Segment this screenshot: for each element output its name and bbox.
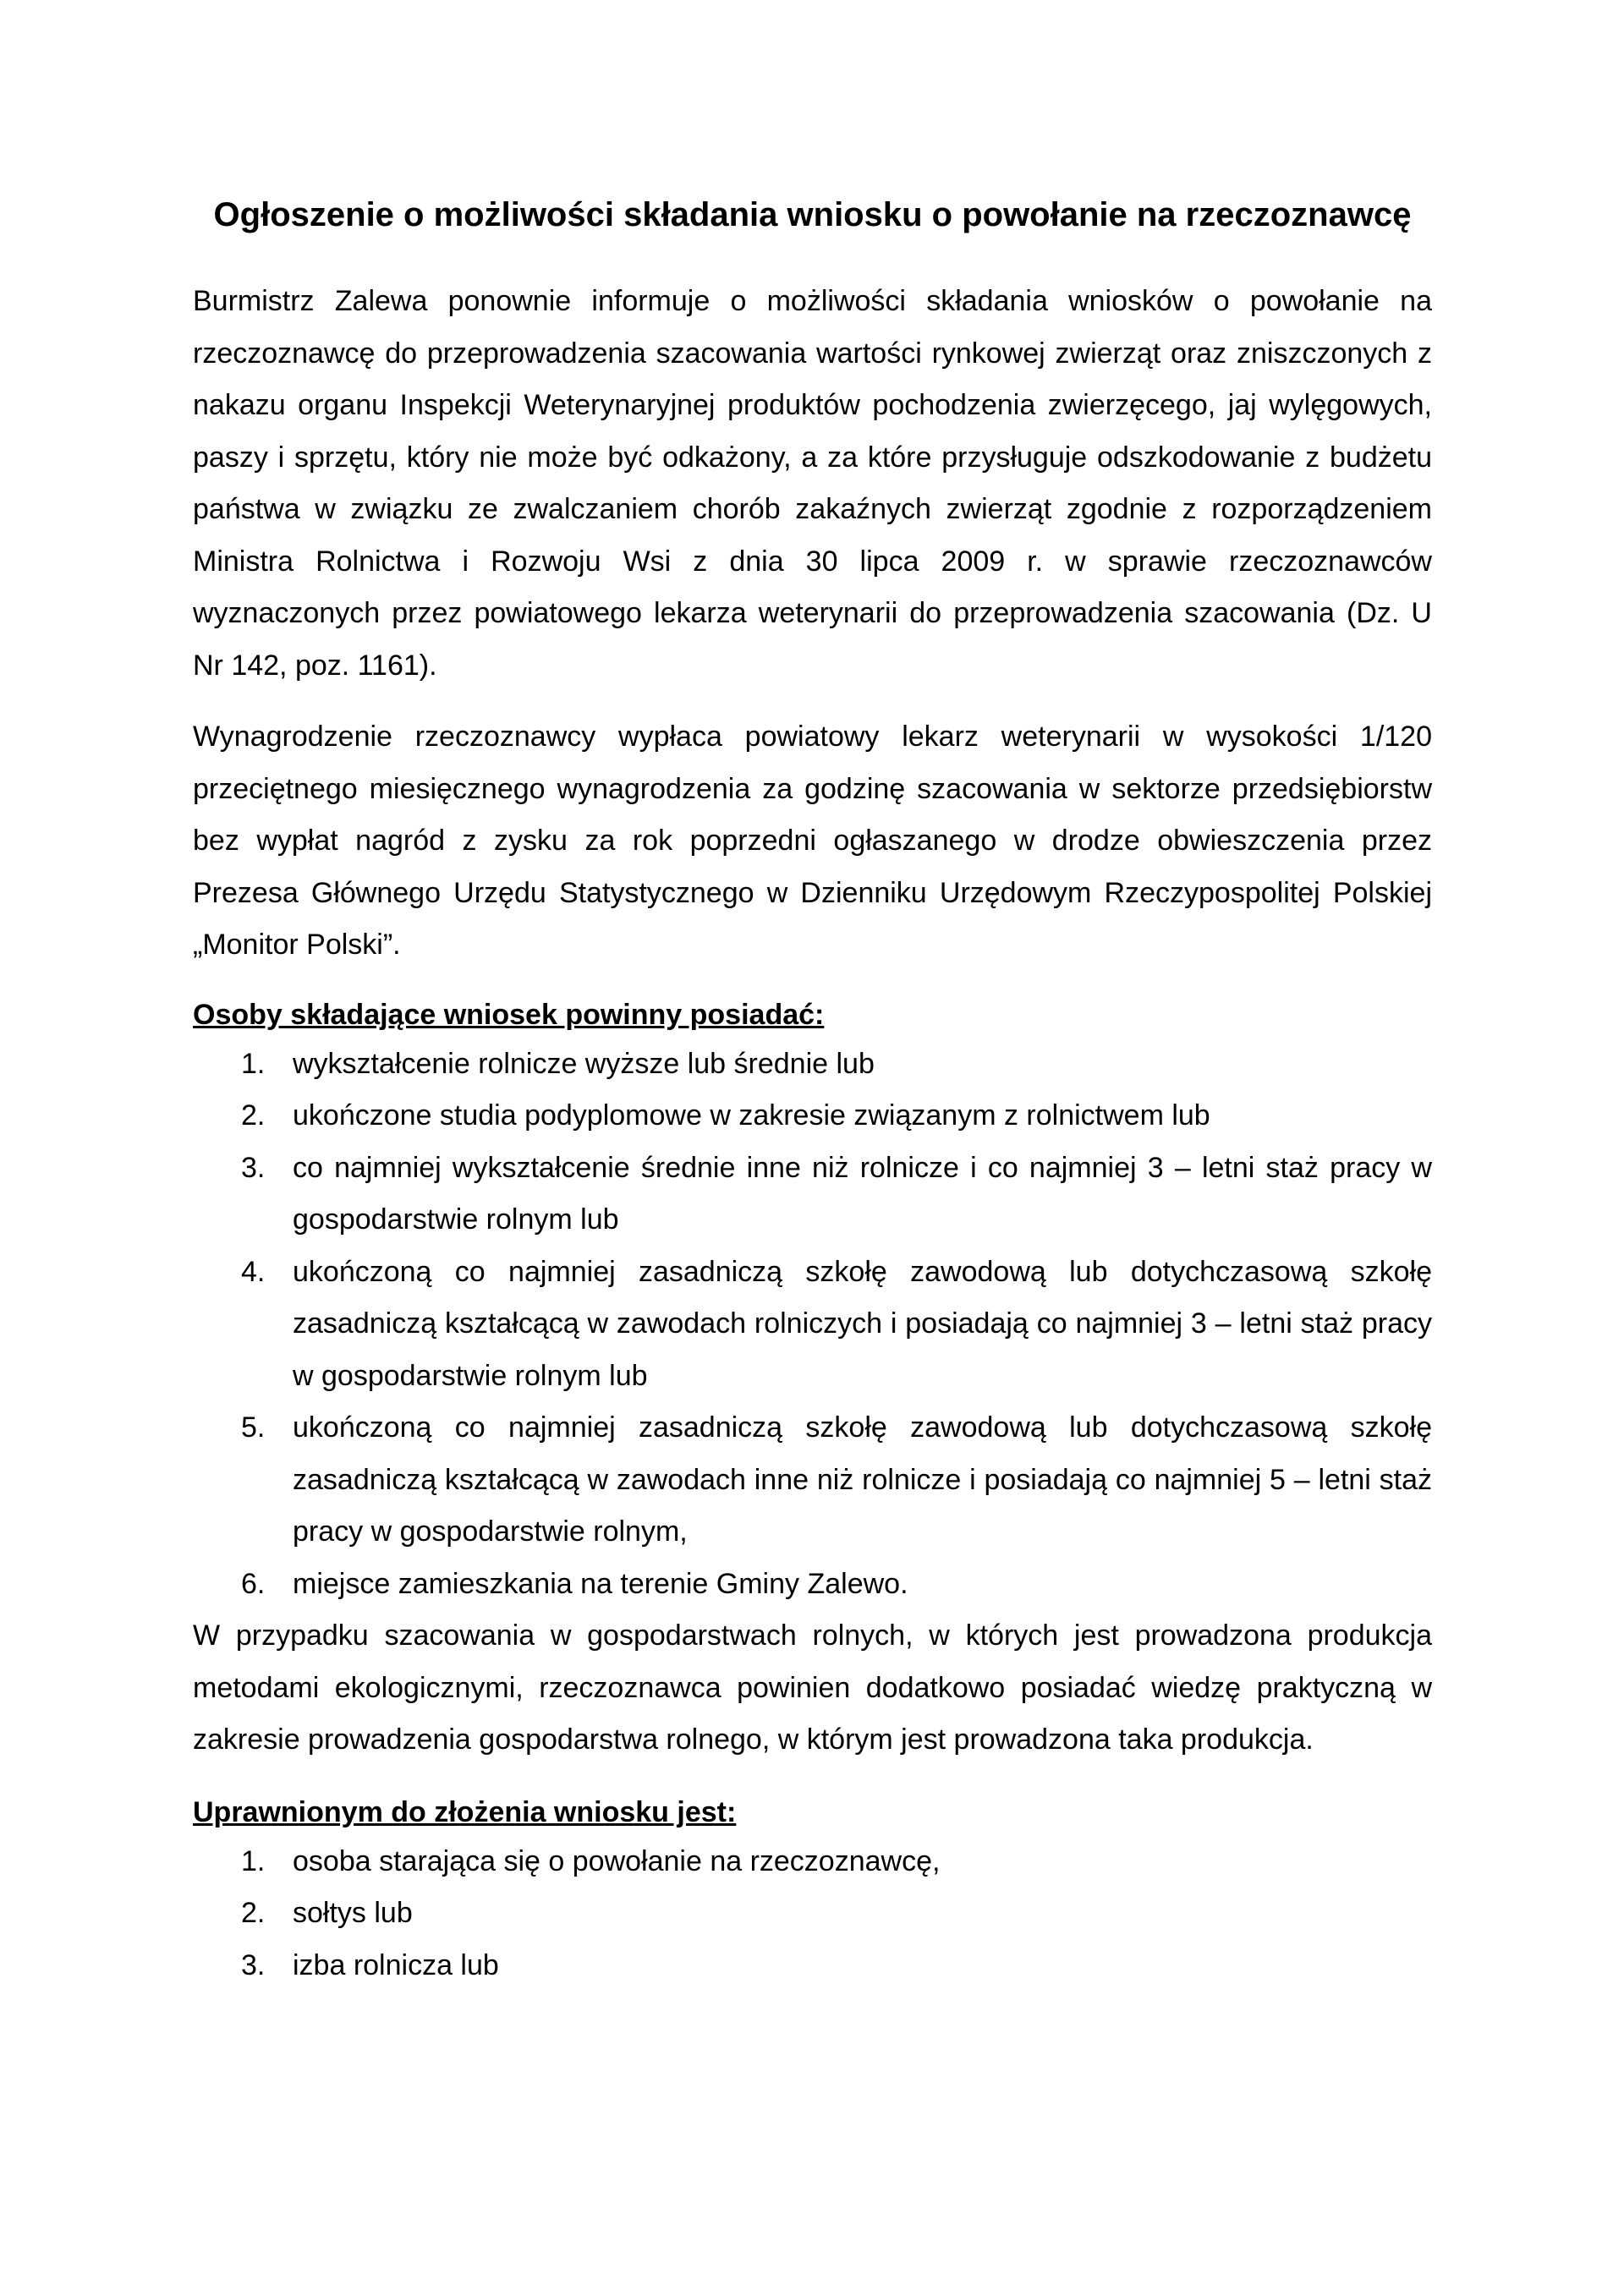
list-item (193, 1836, 1432, 1888)
list-item-number: 2. (241, 1897, 266, 1929)
list-item (193, 1143, 1432, 1247)
remuneration-paragraph: Wynagrodzenie rzeczoznawcy wypłaca powiatowy lekarz weterynarii w wysokości 1/120 przeciętnego miesięcznego wynagrodzenia za godzinę szacowania w sektorze przedsiębiorstw bez wypłat nagród z zysku za rok poprzedni ogłaszanego w drodze obwieszczenia przez Prezesa Głównego Urzędu Statystycznego w Dzienniku Urzędowym Rzeczypospolitej Polskiej „Monitor Polski”. (193, 721, 1432, 961)
list-item-number: 5. (241, 1411, 266, 1444)
requirements-list (193, 1038, 1432, 1611)
document-page (193, 188, 1432, 1992)
list-item-text: miejsce zamieszkania na terenie Gminy Zalewo. (293, 1567, 908, 1600)
list-item-number: 3. (241, 1151, 266, 1184)
list-item-number: 1. (241, 1844, 266, 1877)
list-item (193, 1038, 1432, 1091)
list-item-text: ukończoną co najmniej zasadniczą szkołę zawodową lub dotychczasową szkołę zasadniczą kształcącą w zawodach rolniczych i posiadają co najmniej 3 – letni staż pracy w gospodarstwie rolnym lub (293, 1255, 1432, 1392)
list-item-text: wykształcenie rolnicze wyższe lub średnie lub (293, 1047, 875, 1080)
document-title: Ogłoszenie o możliwości składania wniosku o powołanie na rzeczoznawcę (213, 196, 1412, 233)
list-item-number: 1. (241, 1047, 266, 1080)
list-item-number: 3. (241, 1948, 266, 1981)
list-item (193, 1402, 1432, 1559)
list-item-number: 6. (241, 1567, 266, 1600)
list-item-number: 2. (241, 1099, 266, 1132)
list-item-number: 4. (241, 1255, 266, 1288)
ecological-paragraph: W przypadku szacowania w gospodarstwach rolnych, w których jest prowadzona produkcja metodami ekologicznymi, rzeczoznawca powinien dodatkowo posiadać wiedzę praktyczną w zakresie prowadzenia gospodarstwa rolnego, w którym jest prowadzona taka produkcja. (193, 1619, 1432, 1756)
eligible-heading: Uprawnionym do złożenia wniosku jest: (193, 1795, 737, 1828)
list-item (193, 1940, 1432, 1992)
requirements-heading: Osoby składające wniosek powinny posiadać: (193, 998, 825, 1031)
list-item-text: co najmniej wykształcenie średnie inne niż rolnicze i co najmniej 3 – letni staż pracy w gospodarstwie rolnym lub (293, 1151, 1432, 1236)
intro-paragraph: Burmistrz Zalewa ponownie informuje o możliwości składania wniosków o powołanie na rzeczoznawcę do przeprowadzenia szacowania wartości rynkowej zwierząt oraz zniszczonych z nakazu organu Inspekcji Weterynaryjnej produktów pochodzenia zwierzęcego, jaj wylęgowych, paszy i sprzętu, który nie może być odkażony, a za które przysługuje odszkodowanie z budżetu państwa w związku ze zwalczaniem chorób zakaźnych zwierząt zgodnie z rozporządzeniem Ministra Rolnictwa i Rozwoju Wsi z dnia 30 lipca 2009 r. w sprawie rzeczoznawców wyznaczonych przez powiatowego lekarza weterynarii do przeprowadzenia szacowania (Dz. U Nr 142, poz. 1161). (193, 285, 1432, 682)
list-item-text: ukończoną co najmniej zasadniczą szkołę zawodową lub dotychczasową szkołę zasadniczą kształcącą w zawodach inne niż rolnicze i posiadają co najmniej 5 – letni staż pracy w gospodarstwie rolnym, (293, 1411, 1432, 1548)
list-item-text: ukończone studia podyplomowe w zakresie związanym z rolnictwem lub (293, 1099, 1210, 1132)
eligible-list (193, 1836, 1432, 1992)
list-item (193, 1888, 1432, 1940)
list-item (193, 1090, 1432, 1143)
list-item-text: izba rolnicza lub (293, 1948, 499, 1981)
list-item-text: osoba starająca się o powołanie na rzeczoznawcę, (293, 1844, 941, 1877)
list-item-text: sołtys lub (293, 1897, 413, 1929)
list-item (193, 1247, 1432, 1403)
list-item (193, 1559, 1432, 1611)
